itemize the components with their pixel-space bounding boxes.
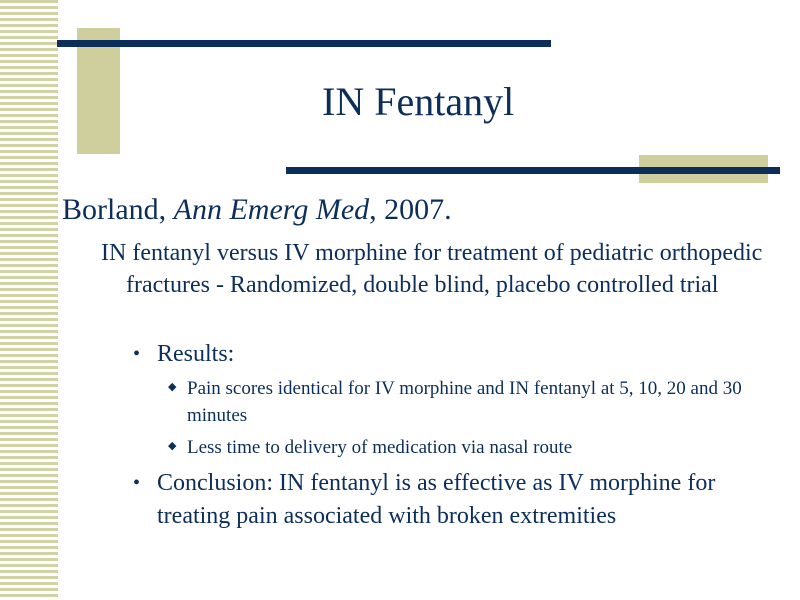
conclusion-text: Conclusion: IN fentanyl is as effective as IV morphine for treating pain associated with broken extremities bbox=[157, 470, 716, 529]
bullet-dot-icon: • bbox=[133, 343, 141, 365]
results-subitem bbox=[168, 375, 758, 429]
citation-journal: Ann Emerg Med bbox=[173, 193, 370, 226]
title-rule-bottom bbox=[286, 167, 780, 174]
results-label: Results: bbox=[157, 341, 235, 367]
bullet-diamond-icon: ◆ bbox=[168, 381, 177, 393]
results-subitem bbox=[168, 434, 758, 461]
bullet-dot-icon: • bbox=[133, 472, 141, 494]
citation bbox=[62, 193, 452, 227]
results-subitem-text: Pain scores identical for IV morphine and IN fentanyl at 5, 10, 20 and 30 minutes bbox=[187, 378, 742, 426]
results-item bbox=[133, 338, 753, 371]
results-subitem-text: Less time to delivery of medication via nasal route bbox=[187, 437, 573, 458]
title-rule-top bbox=[57, 40, 551, 47]
bullet-diamond-icon: ◆ bbox=[168, 440, 177, 452]
conclusion-item bbox=[133, 467, 753, 533]
study-description: IN fentanyl versus IV morphine for treatment of pediatric orthopedic fractures - Randomized, double blind, placebo controlled trial bbox=[101, 240, 763, 298]
citation-year: , 2007. bbox=[369, 193, 452, 226]
slide-title: IN Fentanyl bbox=[322, 79, 515, 124]
striped-side-band bbox=[0, 0, 58, 600]
citation-author: Borland, bbox=[62, 193, 174, 226]
